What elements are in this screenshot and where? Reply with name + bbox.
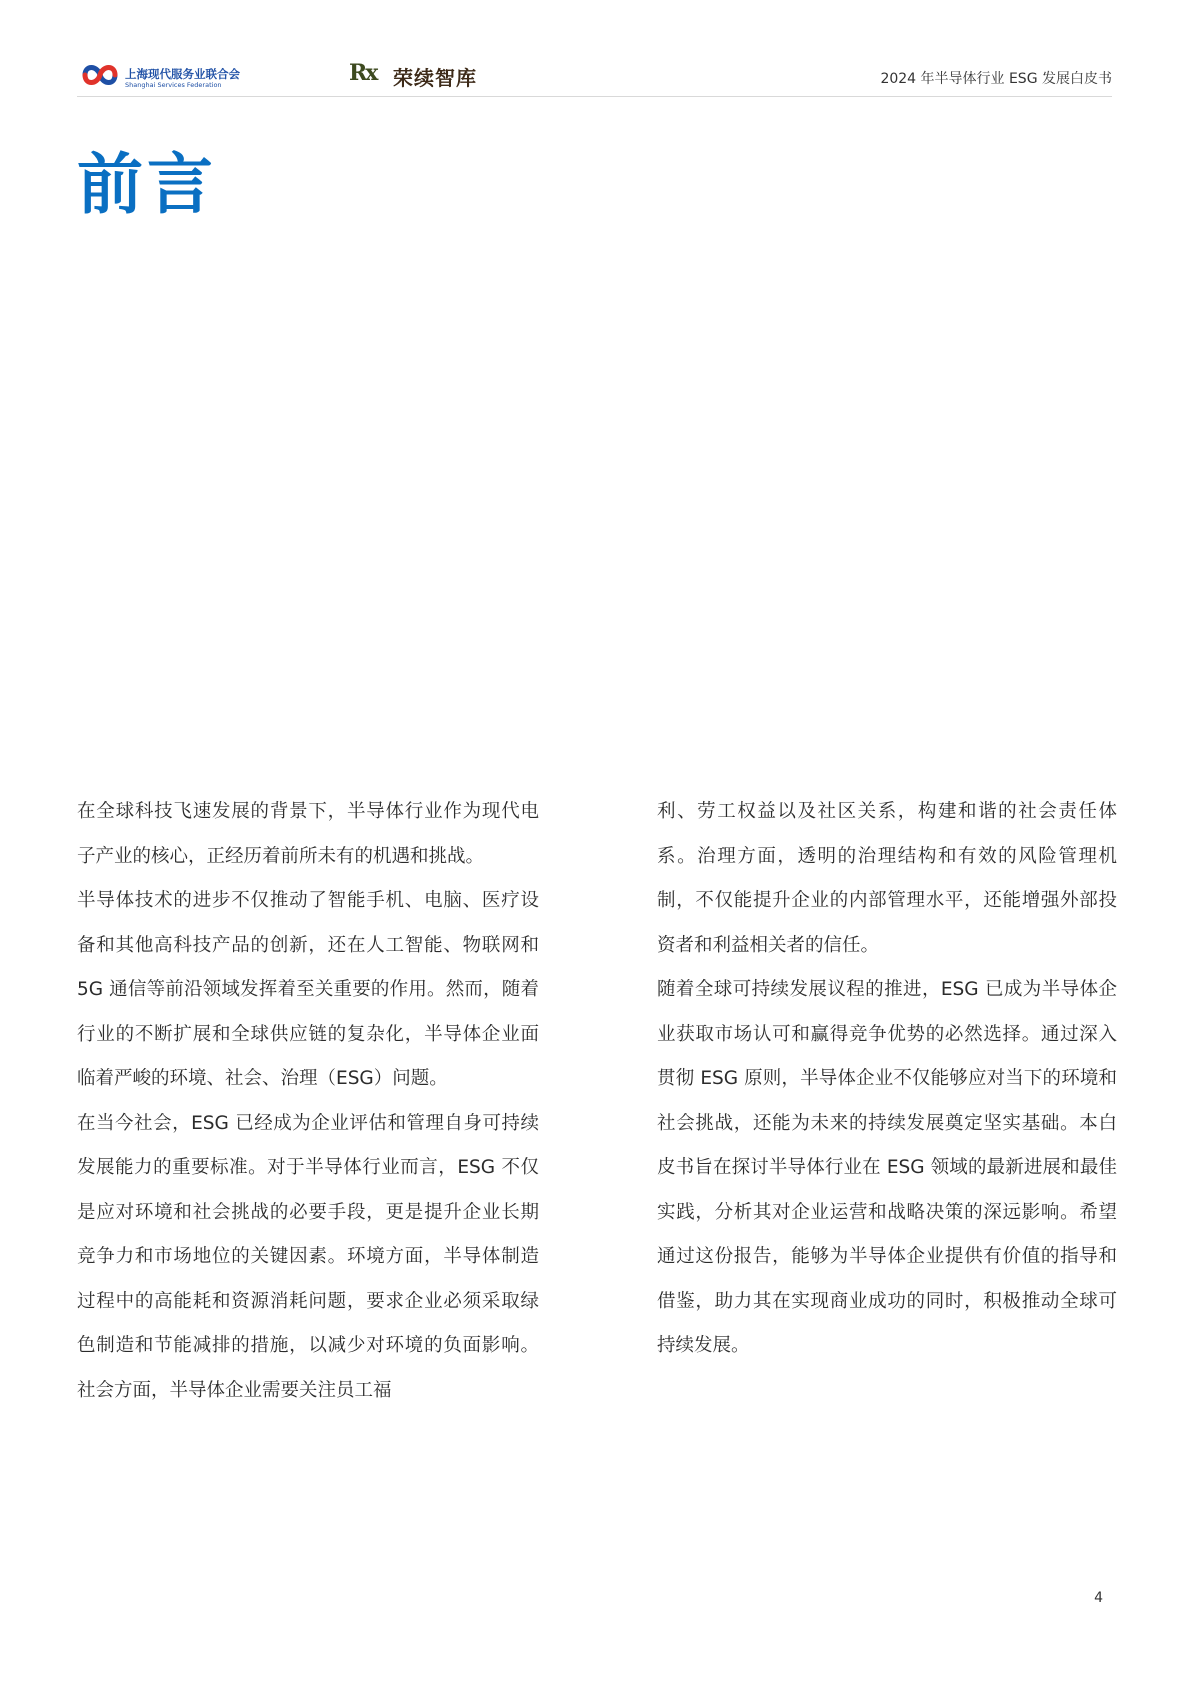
paragraph-4: 随着全球可持续发展议程的推进，ESG 已成为半导体企业获取市场认可和赢得竞争优势的必然选择。通过深入贯彻 ESG 原则，半导体企业不仅能够应对当下的环境和社会挑战，还能为未来的持续发展奠定坚实基础。本白皮书旨在探讨半导体行业在 ESG 领域的最新进展和最佳实践，分析其对企业运营和战略决策的深远影响。希望通过这份报告，能够为半导体企业提供有价值的指导和借鉴，助力其在实现商业成功的同时，积极推动全球可持续发展。 [657,979,1117,1356]
ssf-logo-chinese-name: 上海现代服务业联合会 [125,67,240,81]
document-title: 2024 年半导体行业 ESG 发展白皮书 [880,71,1112,87]
rongxu-think-tank-logo [349,54,499,94]
rx-logo-icon: Rx [349,60,377,86]
shanghai-services-federation-logo [81,54,331,94]
paragraph-2: 半导体技术的进步不仅推动了智能手机、电脑、医疗设备和其他高科技产品的创新，还在人工智能、物联网和 5G 通信等前沿领域发挥着至关重要的作用。然而，随着行业的不断扩展和全球供应链的复杂化，半导体企业面临着严峻的环境、社会、治理（ESG）问题。 [77,890,539,1089]
page-number: 4 [1094,1590,1103,1606]
ssf-logo-icon [81,60,119,90]
paragraph-1: 在全球科技飞速发展的背景下，半导体行业作为现代电子产业的核心，正经历着前所未有的机遇和挑战。 [77,801,539,867]
paragraph-3-end: 利、劳工权益以及社区关系，构建和谐的社会责任体系。治理方面，透明的治理结构和有效的风险管理机制，不仅能提升企业的内部管理水平，还能增强外部投资者和利益相关者的信任。 [657,801,1117,956]
ssf-logo-english-name: Shanghai Services Federation [125,81,222,89]
page-heading: 前言 [77,146,217,223]
paragraph-3-start: 在当今社会，ESG 已经成为企业评估和管理自身可持续发展能力的重要标准。对于半导体行业而言，ESG 不仅是应对环境和社会挑战的必要手段，更是提升企业长期竞争力和市场地位的关键因素。环境方面，半导体制造过程中的高能耗和资源消耗问题，要求企业必须采取绿色制造和节能减排的措施，以减少对环境的负面影响。社会方面，半导体企业需要关注员工福 [77,1112,539,1401]
body-column-right [657,790,1117,1369]
rongxu-logo-name: 荣续智库 [393,66,477,90]
page-header [77,50,1112,97]
body-column-left [77,790,539,1413]
